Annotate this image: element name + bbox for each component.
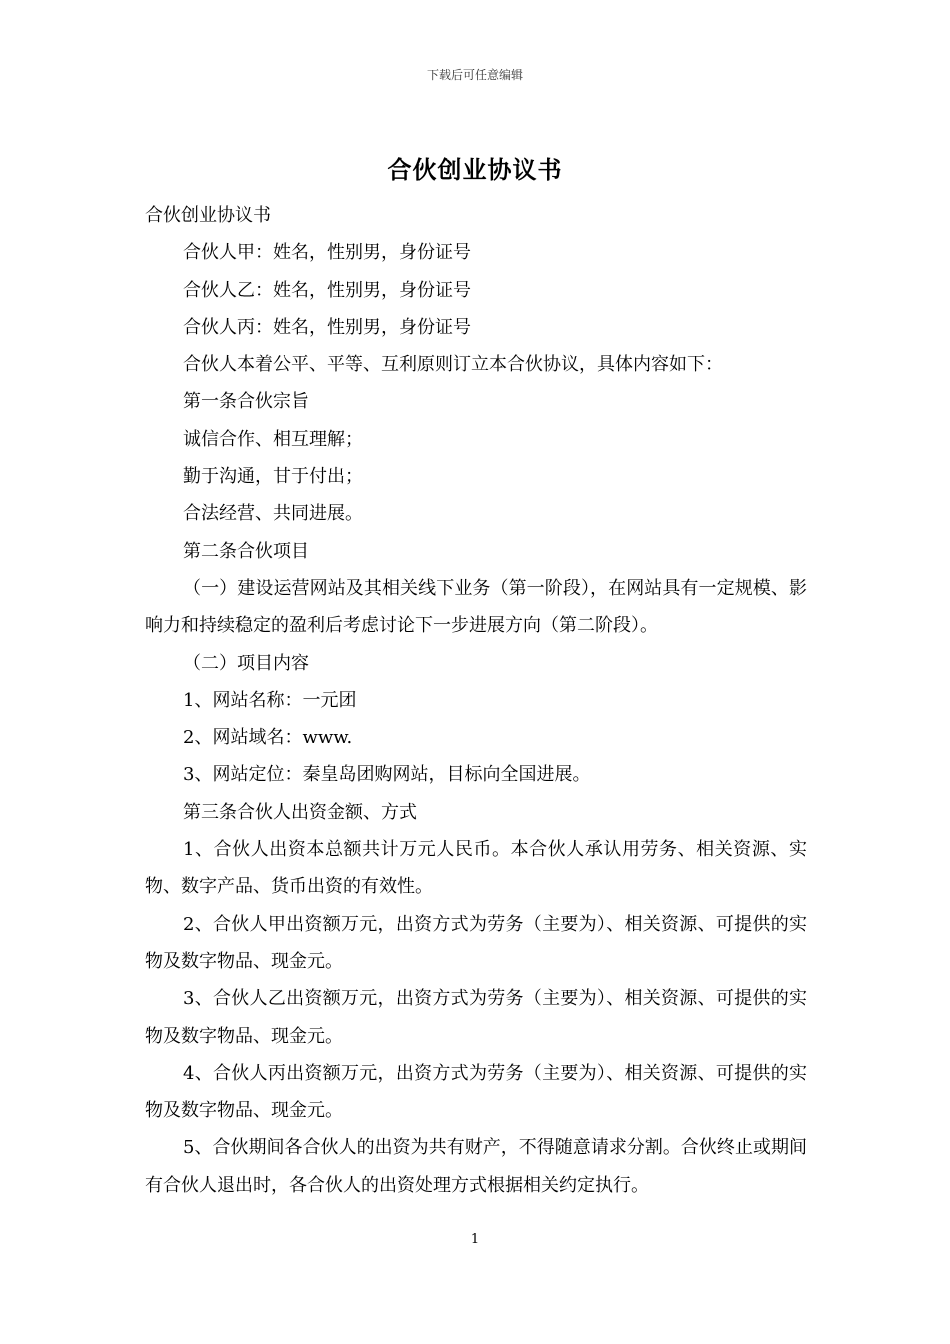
partner-c-line: 合伙人丙：姓名，性别男，身份证号 xyxy=(183,316,471,338)
website-name-line: 1、网站名称：一元团 xyxy=(183,689,357,711)
partner-b-line: 合伙人乙：姓名，性别男，身份证号 xyxy=(183,279,471,301)
article-3-heading: 第三条合伙人出资金额、方式 xyxy=(183,801,417,823)
principle-line: 合法经营、共同进展。 xyxy=(183,503,363,525)
partner-a-capital-paragraph: 2、合伙人甲出资额万元，出资方式为劳务（主要为）、相关资源、可提供的实物及数字物品、现金元。 xyxy=(145,913,807,972)
document-body xyxy=(145,197,807,1204)
capital-total-paragraph: 1、合伙人出资本总额共计万元人民币。本合伙人承认用劳务、相关资源、实物、数字产品、货币出资的有效性。 xyxy=(145,839,807,898)
principle-line: 勤于沟通，甘于付出； xyxy=(183,466,363,488)
website-domain-line: 2、网站域名：www. xyxy=(183,727,353,749)
document-title: 合伙创业协议书 xyxy=(387,156,563,184)
article-2-heading: 第二条合伙项目 xyxy=(183,540,309,562)
partner-b-capital-paragraph: 3、合伙人乙出资额万元，出资方式为劳务（主要为）、相关资源、可提供的实物及数字物品、现金元。 xyxy=(145,988,807,1047)
common-property-paragraph: 5、合伙期间各合伙人的出资为共有财产，不得随意请求分割。合伙终止或期间有合伙人退出时，各合伙人的出资处理方式根据相关约定执行。 xyxy=(145,1137,807,1196)
partner-a-line: 合伙人甲：姓名，性别男，身份证号 xyxy=(183,242,471,264)
page-header-note: 下载后可任意编辑 xyxy=(426,68,523,82)
principle-line: 诚信合作、相互理解； xyxy=(183,428,363,450)
project-content-heading: （二）项目内容 xyxy=(183,652,309,674)
document-subtitle: 合伙创业协议书 xyxy=(145,205,271,226)
page-number: 1 xyxy=(470,1232,480,1247)
partner-c-capital-paragraph: 4、合伙人丙出资额万元，出资方式为劳务（主要为）、相关资源、可提供的实物及数字物品、现金元。 xyxy=(145,1062,807,1122)
project-phase-paragraph: （一）建设运营网站及其相关线下业务（第一阶段），在网站具有一定规模、影响力和持续稳定的盈利后考虑讨论下一步进展方向（第二阶段）。 xyxy=(145,577,807,637)
preamble-line: 合伙人本着公平、平等、互利原则订立本合伙协议，具体内容如下： xyxy=(183,354,723,376)
article-1-heading: 第一条合伙宗旨 xyxy=(183,391,309,413)
website-positioning-line: 3、网站定位：秦皇岛团购网站，目标向全国进展。 xyxy=(183,764,591,786)
